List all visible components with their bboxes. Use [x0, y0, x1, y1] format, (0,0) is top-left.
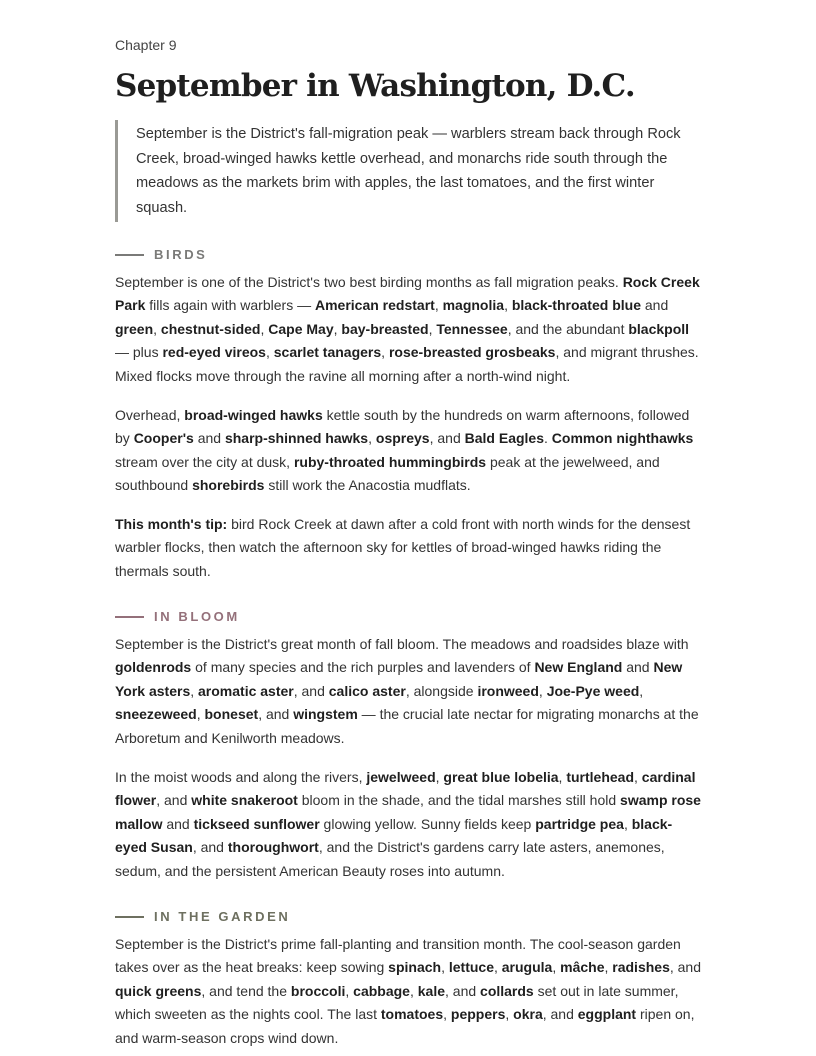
text-run: and [162, 815, 194, 832]
text-run: Overhead, [115, 407, 185, 423]
text-run: , and tend the [201, 982, 291, 999]
bold-term: New England [534, 659, 623, 676]
text-run: In the moist woods and along the rivers, [115, 769, 367, 785]
text-run: , [435, 769, 444, 785]
bold-term: black-throated blue [511, 297, 641, 314]
bold-term: black-eyed Susan [115, 815, 673, 856]
bold-term: calico aster [328, 682, 406, 699]
section-heading-label: IN BLOOM [154, 609, 240, 624]
text-run: , [504, 297, 512, 314]
bold-term: eggplant [577, 1006, 637, 1023]
text-run: September is one of the District's two best birding months as fall migration peaks. [115, 274, 623, 290]
bold-term: Cape May [268, 320, 334, 337]
bold-term: arugula [501, 959, 553, 976]
bold-term: shorebirds [192, 477, 265, 494]
text-run: , and [258, 706, 294, 723]
birds-paragraph-1 [115, 271, 701, 388]
bold-term: boneset [204, 706, 259, 723]
bloom-paragraph-1 [115, 633, 701, 750]
text-run: kettle south by the hundreds on warm afternoons, followed by [115, 407, 690, 447]
bold-term: okra [513, 1006, 543, 1023]
bold-term: radishes [612, 959, 670, 976]
bold-term: thoroughwort [227, 839, 319, 856]
text-run: and [193, 430, 225, 447]
bold-term: quick greens [115, 982, 202, 999]
text-run: , [538, 682, 547, 699]
bold-term: great blue lobelia [443, 769, 559, 785]
bold-term: lettuce [448, 959, 494, 976]
text-run: , and the District's gardens carry late asters, anemones, sedum, and the persistent American Beauty roses into autumn. [115, 839, 665, 879]
text-run: ripen on, and warm-season crops wind down. [115, 1006, 695, 1046]
text-run: — plus [115, 344, 163, 361]
bold-term: Bald Eagles [464, 430, 544, 447]
bold-term: spinach [388, 959, 442, 976]
text-run: still work the Anacostia mudflats. [264, 477, 471, 494]
chapter-title: September in Washington, D.C. [115, 68, 635, 104]
bold-term: bay-breasted [341, 320, 429, 337]
bold-term: peppers [450, 1006, 506, 1023]
bloom-paragraph-2 [115, 766, 701, 883]
text-run: . [544, 430, 552, 447]
birds-tip-paragraph [115, 513, 701, 583]
bold-term: ruby-throated hummingbirds [293, 453, 487, 470]
text-run: , [190, 682, 199, 699]
bold-term: cardinal flower [115, 769, 696, 809]
text-run: , [604, 959, 613, 976]
bold-term: tomatoes [380, 1006, 444, 1023]
birds-paragraph-2 [115, 404, 701, 498]
bold-term: kale [417, 982, 445, 999]
intro-blockquote: September is the District's fall-migration peak — warblers stream back through Rock Creek, broad-winged hawks kettle overhead, and monarchs ride south through the meadows as the markets brim with apples, the last tomatoes, and the first winter squash. [115, 120, 701, 222]
text-run: September is the District's prime fall-planting and transition month. The cool-season garden takes over as the heat breaks: keep sowing [115, 936, 681, 976]
section-heading-birds [115, 247, 207, 262]
text-run: , [333, 320, 342, 337]
text-run: , [260, 320, 269, 337]
bold-term: magnolia [442, 297, 505, 314]
text-run: , [381, 344, 389, 361]
bold-term: Cooper's [133, 430, 194, 447]
text-run: , [443, 1006, 451, 1023]
bold-term: sharp-shinned hawks [224, 430, 369, 447]
text-run: , [623, 815, 632, 832]
section-heading-in-the-garden [115, 909, 290, 924]
text-run: , [552, 959, 561, 976]
bold-term: wingstem [293, 706, 358, 723]
text-run: — the crucial late nectar for migrating monarchs at the Arboretum and Kenilworth meadows. [115, 706, 699, 746]
text-run: , and [293, 682, 329, 699]
text-run: bloom in the shade, and the tidal marshes still hold [297, 792, 621, 809]
text-run: and [622, 659, 654, 676]
text-run: of many species and the rich purples and lavenders of [191, 659, 535, 676]
text-run: September is the District's great month of fall bloom. The meadows and roadsides blaze with [115, 636, 689, 652]
heading-rule [115, 254, 144, 256]
bold-term: partridge pea [535, 815, 624, 832]
garden-paragraph-1 [115, 933, 701, 1050]
bold-term: cabbage [353, 982, 410, 999]
chapter-label: Chapter 9 [115, 37, 177, 53]
bold-term: red-eyed vireos [162, 344, 266, 361]
bold-term: tickseed sunflower [193, 815, 320, 832]
text-run: , [434, 297, 443, 314]
bold-term: scarlet tanagers [273, 344, 382, 361]
text-run: stream over the city at dusk, [115, 453, 294, 470]
bold-term: turtlehead [566, 769, 635, 785]
bold-term: Rock Creek Park [115, 274, 700, 314]
text-run: , and [542, 1006, 578, 1023]
text-run: , alongside [405, 682, 478, 699]
text-run: , [265, 344, 274, 361]
text-run: , [196, 706, 205, 723]
text-run: , and [445, 982, 481, 999]
bold-term: Joe-Pye weed [546, 682, 640, 699]
text-run: , and [429, 430, 465, 447]
text-run: , and [669, 959, 701, 976]
section-heading-label: BIRDS [154, 247, 208, 262]
text-run: , and migrant thrushes. Mixed flocks move through the ravine all morning after a north-wind night. [115, 344, 699, 384]
bold-term: American redstart [314, 297, 435, 314]
bold-term: broccoli [290, 982, 346, 999]
text-run: , and [192, 839, 228, 856]
bold-term: chestnut-sided [160, 320, 261, 337]
bold-term: rose-breasted grosbeaks [388, 344, 556, 361]
bold-term: Common nighthawks [551, 430, 694, 447]
bold-term: broad-winged hawks [184, 407, 323, 423]
heading-rule [115, 616, 144, 618]
bold-term: Tennessee [436, 320, 508, 337]
text-run: , [505, 1006, 514, 1023]
text-run: and [640, 297, 669, 314]
text-run: , [493, 959, 502, 976]
bold-term: This month's tip: [115, 516, 228, 532]
text-run: glowing yellow. Sunny fields keep [319, 815, 536, 832]
bold-term: green [115, 320, 154, 337]
text-run: peak at the jewelweed, and southbound [115, 453, 660, 494]
text-run: bird Rock Creek at dawn after a cold front with north winds for the densest warbler flocks, then watch the afternoon sky for kettles of broad-winged hawks riding the thermals south. [115, 516, 691, 579]
heading-rule [115, 916, 144, 918]
text-run: , [441, 959, 449, 976]
text-run: , [153, 320, 161, 337]
section-heading-in-bloom [115, 609, 240, 624]
bold-term: jewelweed [366, 769, 436, 785]
bold-term: aromatic aster [198, 682, 294, 699]
bold-term: swamp rose mallow [115, 792, 701, 832]
text-run: , [634, 769, 642, 785]
text-run: , [368, 430, 376, 447]
bold-term: ironweed [477, 682, 539, 699]
section-heading-label: IN THE GARDEN [154, 909, 291, 924]
bold-term: New York asters [115, 659, 683, 699]
bold-term: goldenrods [115, 659, 192, 676]
text-run: , and the abundant [507, 320, 629, 337]
text-run: , [558, 769, 567, 785]
bold-term: collards [480, 982, 534, 999]
bold-term: white snakeroot [191, 792, 298, 809]
bold-term: blackpoll [628, 320, 690, 337]
text-run: , [639, 682, 644, 699]
text-run: , [345, 982, 354, 999]
text-run: , [428, 320, 437, 337]
bold-term: mâche [560, 959, 605, 976]
text-run: , and [156, 792, 192, 809]
bold-term: ospreys [375, 430, 430, 447]
text-run: fills again with warblers — [145, 297, 315, 314]
text-run: set out in late summer, which sweeten as the nights cool. The last [115, 982, 679, 1023]
bold-term: sneezeweed [115, 706, 197, 723]
text-run: , [409, 982, 418, 999]
